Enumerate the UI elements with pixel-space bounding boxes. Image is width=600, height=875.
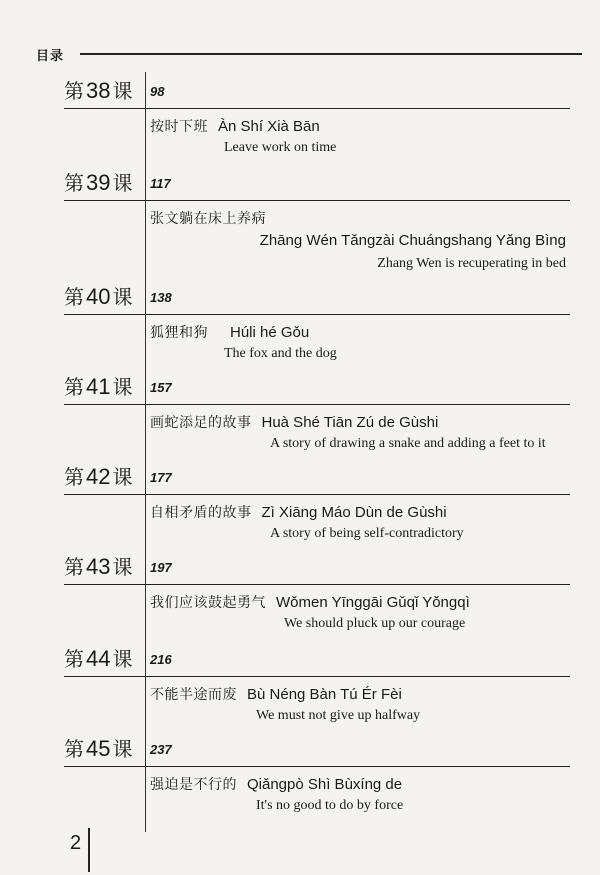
page-ref[interactable]: 117 — [150, 176, 171, 191]
title-english: Leave work on time — [224, 140, 337, 155]
lesson-rule — [64, 404, 570, 405]
title-chinese: 自相矛盾的故事 — [150, 505, 252, 521]
title-pinyin: Húli hé Gǒu — [230, 324, 310, 341]
page-ref[interactable]: 177 — [150, 470, 172, 485]
title-chinese: 不能半途而废 — [150, 687, 237, 703]
page-ref[interactable]: 138 — [150, 290, 172, 305]
page-ref[interactable]: 157 — [150, 380, 172, 395]
title-chinese: 我们应该鼓起勇气 — [150, 595, 266, 611]
lesson-rule — [64, 314, 570, 315]
page-ref[interactable]: 216 — [150, 652, 172, 667]
title-english: A story of being self-contradictory — [270, 526, 464, 541]
page-ref[interactable]: 197 — [150, 560, 172, 575]
lesson-number: 第40 课 — [64, 284, 133, 309]
lesson-rule — [64, 584, 570, 585]
lesson-title — [150, 412, 438, 432]
title-chinese: 狐狸和狗 — [150, 325, 208, 341]
lesson-number: 第42 课 — [64, 464, 133, 489]
lesson-number: 第38 课 — [64, 78, 133, 103]
lesson-number: 第41 课 — [64, 374, 133, 399]
lesson-entry[interactable] — [0, 646, 600, 736]
title-chinese: 画蛇添足的故事 — [150, 415, 252, 431]
lesson-number: 第43 课 — [64, 554, 133, 579]
title-pinyin: Zhāng Wén Tǎngzài Chuángshang Yǎng Bìng — [259, 232, 566, 249]
lesson-entry[interactable] — [0, 554, 600, 644]
lesson-title — [150, 592, 470, 612]
header-rule — [80, 53, 582, 55]
lesson-entry[interactable] — [0, 374, 600, 464]
lesson-entry[interactable] — [0, 464, 600, 554]
lesson-title — [150, 774, 402, 794]
lesson-rule — [64, 108, 570, 109]
lesson-entry[interactable] — [0, 170, 600, 271]
lesson-title — [150, 116, 320, 136]
lesson-entry[interactable] — [0, 284, 600, 374]
title-english: The fox and the dog — [224, 346, 337, 361]
title-pinyin: Àn Shí Xià Bān — [218, 118, 320, 135]
title-pinyin: Zì Xiāng Máo Dùn de Gùshi — [261, 504, 447, 521]
lesson-number: 第45 课 — [64, 736, 133, 761]
title-pinyin: Huà Shé Tiān Zú de Gùshi — [261, 414, 439, 431]
page-ref[interactable]: 98 — [150, 84, 165, 99]
title-english: We should pluck up our courage — [284, 616, 466, 631]
lesson-number: 第44 课 — [64, 646, 133, 671]
page-number: 2 — [70, 832, 82, 854]
title-english: It's no good to do by force — [256, 798, 404, 813]
page-number-rule — [88, 828, 90, 872]
lesson-rule — [64, 200, 570, 201]
lesson-title — [150, 322, 309, 342]
title-pinyin: Bù Néng Bàn Tú Ér Fèi — [247, 686, 402, 703]
title-chinese: 强迫是不行的 — [150, 777, 237, 793]
lesson-rule — [64, 766, 570, 767]
page-ref[interactable]: 237 — [150, 742, 172, 757]
lesson-rule — [64, 494, 570, 495]
title-english: A story of drawing a snake and adding a feet to it — [270, 436, 546, 451]
lesson-title — [150, 208, 266, 228]
lesson-rule — [64, 676, 570, 677]
lesson-entry[interactable] — [0, 736, 600, 826]
lesson-entry[interactable] — [0, 78, 600, 168]
title-chinese: 按时下班 — [150, 119, 208, 135]
lesson-title — [150, 684, 402, 704]
header-label: 目录 — [36, 49, 65, 64]
title-english: We must not give up halfway — [256, 708, 421, 723]
lesson-title — [150, 502, 447, 522]
title-english: Zhang Wen is recuperating in bed — [377, 256, 566, 271]
title-pinyin: Wǒmen Yīnggāi Gǔqǐ Yǒngqì — [276, 594, 470, 611]
title-pinyin: Qiǎngpò Shì Bùxíng de — [247, 776, 403, 793]
lesson-number: 第39 课 — [64, 170, 133, 195]
title-chinese: 张文躺在床上养病 — [150, 211, 266, 227]
